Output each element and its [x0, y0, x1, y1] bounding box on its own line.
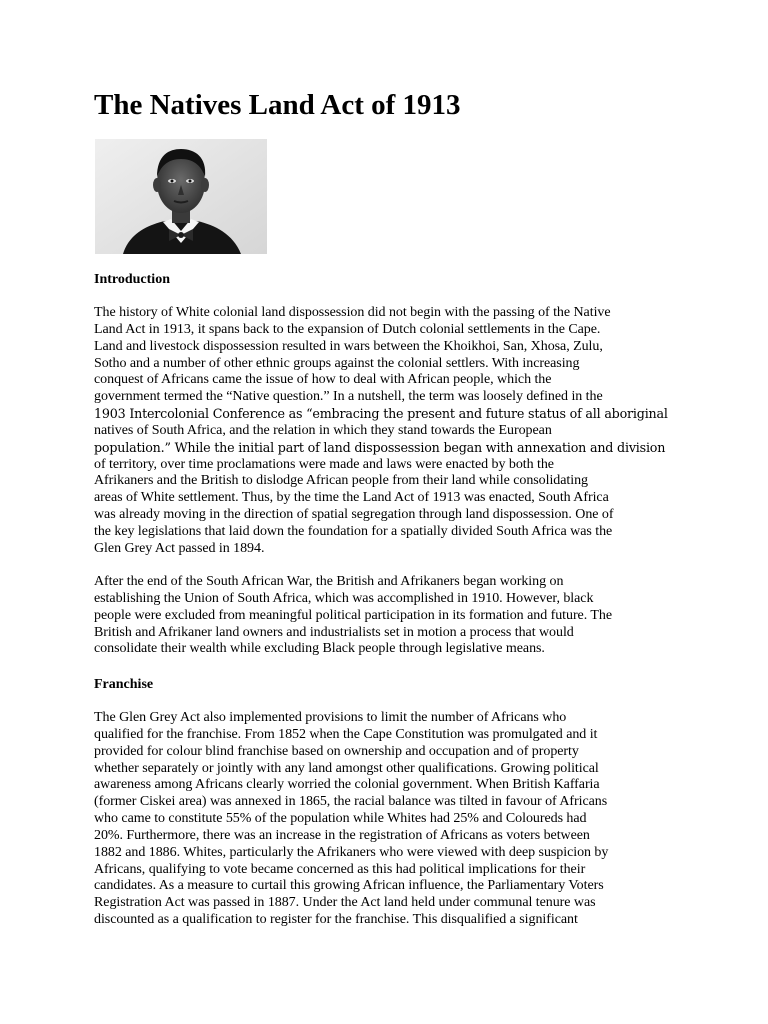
text-line: who came to constitute 55% of the population while Whites had 25% and Coloureds had: [94, 811, 587, 827]
portrait-photo: [95, 139, 267, 254]
text-line: After the end of the South African War, the British and Afrikaners began working on: [94, 574, 564, 589]
text-line: was already moving in the direction of spatial segregation through land dispossession. One of: [94, 507, 614, 523]
text-line: Land Act in 1913, it spans back to the expansion of Dutch colonial settlements in the Cape.: [94, 321, 601, 337]
text-line: whether separately or jointly with any land amongst other qualifications. Growing political: [94, 760, 599, 776]
text-line: Land and livestock dispossession resulted in wars between the Khoikhoi, San, Xhosa, Zulu,: [94, 338, 603, 354]
text-line: consolidate their wealth while excluding Black people through legislative means.: [94, 641, 545, 657]
page-title: The Natives Land Act of 1913: [94, 89, 461, 121]
text-line: (former Ciskei area) was annexed in 1865, the racial balance was tilted in favour of Africans: [94, 794, 608, 810]
text-line: conquest of Africans came the issue of how to deal with African people, which the: [94, 372, 552, 388]
text-line: 20%. Furthermore, there was an increase in the registration of Africans as voters between: [94, 827, 590, 843]
text-line: 1903 Intercolonial Conference as “embracing the present and future status of all aboriginal: [94, 406, 668, 422]
text-line: the key legislations that laid down the foundation for a spatially divided South Africa was the: [94, 523, 613, 539]
text-line: government termed the “Native question.” In a nutshell, the term was loosely defined in the: [94, 389, 603, 405]
paragraph-franchise-1: [94, 710, 674, 929]
text-line: people were excluded from meaningful political participation in its formation and future. The: [94, 607, 612, 623]
text-line: awareness among Africans clearly worried the colonial government. When British Kaffaria: [94, 777, 600, 793]
text-line: Africans, qualifying to vote became concerned as this had political implications for their: [94, 861, 586, 877]
portrait-image: [95, 139, 267, 254]
text-line: The Glen Grey Act also implemented provisions to limit the number of Africans who: [94, 710, 567, 725]
text-line: Sotho and a number of other ethnic groups against the colonial settlers. With increasing: [94, 355, 580, 371]
section-heading-franchise: Franchise: [94, 677, 154, 692]
text-line: British and Afrikaner land owners and industrialists set in motion a process that would: [94, 624, 574, 640]
text-line: 1882 and 1886. Whites, particularly the Afrikaners who were viewed with deep suspicion by: [94, 844, 609, 860]
text-line: Registration Act was passed in 1887. Under the Act land held under communal tenure was: [94, 895, 596, 911]
text-line: qualified for the franchise. From 1852 when the Cape Constitution was promulgated and it: [94, 726, 598, 742]
text-line: discounted as a qualification to register for the franchise. This disqualified a significant: [94, 912, 578, 928]
text-line: population.” While the initial part of land dispossession began with annexation and division: [94, 439, 666, 455]
text-line: of territory, over time proclamations were made and laws were enacted by both the: [94, 456, 554, 472]
paragraph-introduction-2: [94, 574, 674, 658]
text-line: natives of South Africa, and the relation in which they stand towards the European: [94, 422, 552, 438]
text-line: provided for colour blind franchise based on ownership and occupation and of property: [94, 743, 579, 759]
text-line: establishing the Union of South Africa, which was accomplished in 1910. However, black: [94, 590, 594, 606]
text-line: areas of White settlement. Thus, by the time the Land Act of 1913 was enacted, South Africa: [94, 490, 609, 506]
text-line: candidates. As a measure to curtail this growing African influence, the Parliamentary Voters: [94, 878, 604, 894]
text-line: The history of White colonial land dispossession did not begin with the passing of the Native: [94, 305, 611, 320]
paragraph-introduction-1: [94, 305, 674, 558]
text-line: Glen Grey Act passed in 1894.: [94, 540, 265, 556]
text-line: Afrikaners and the British to dislodge African people from their land while consolidating: [94, 473, 588, 489]
section-heading-introduction: Introduction: [94, 272, 170, 287]
